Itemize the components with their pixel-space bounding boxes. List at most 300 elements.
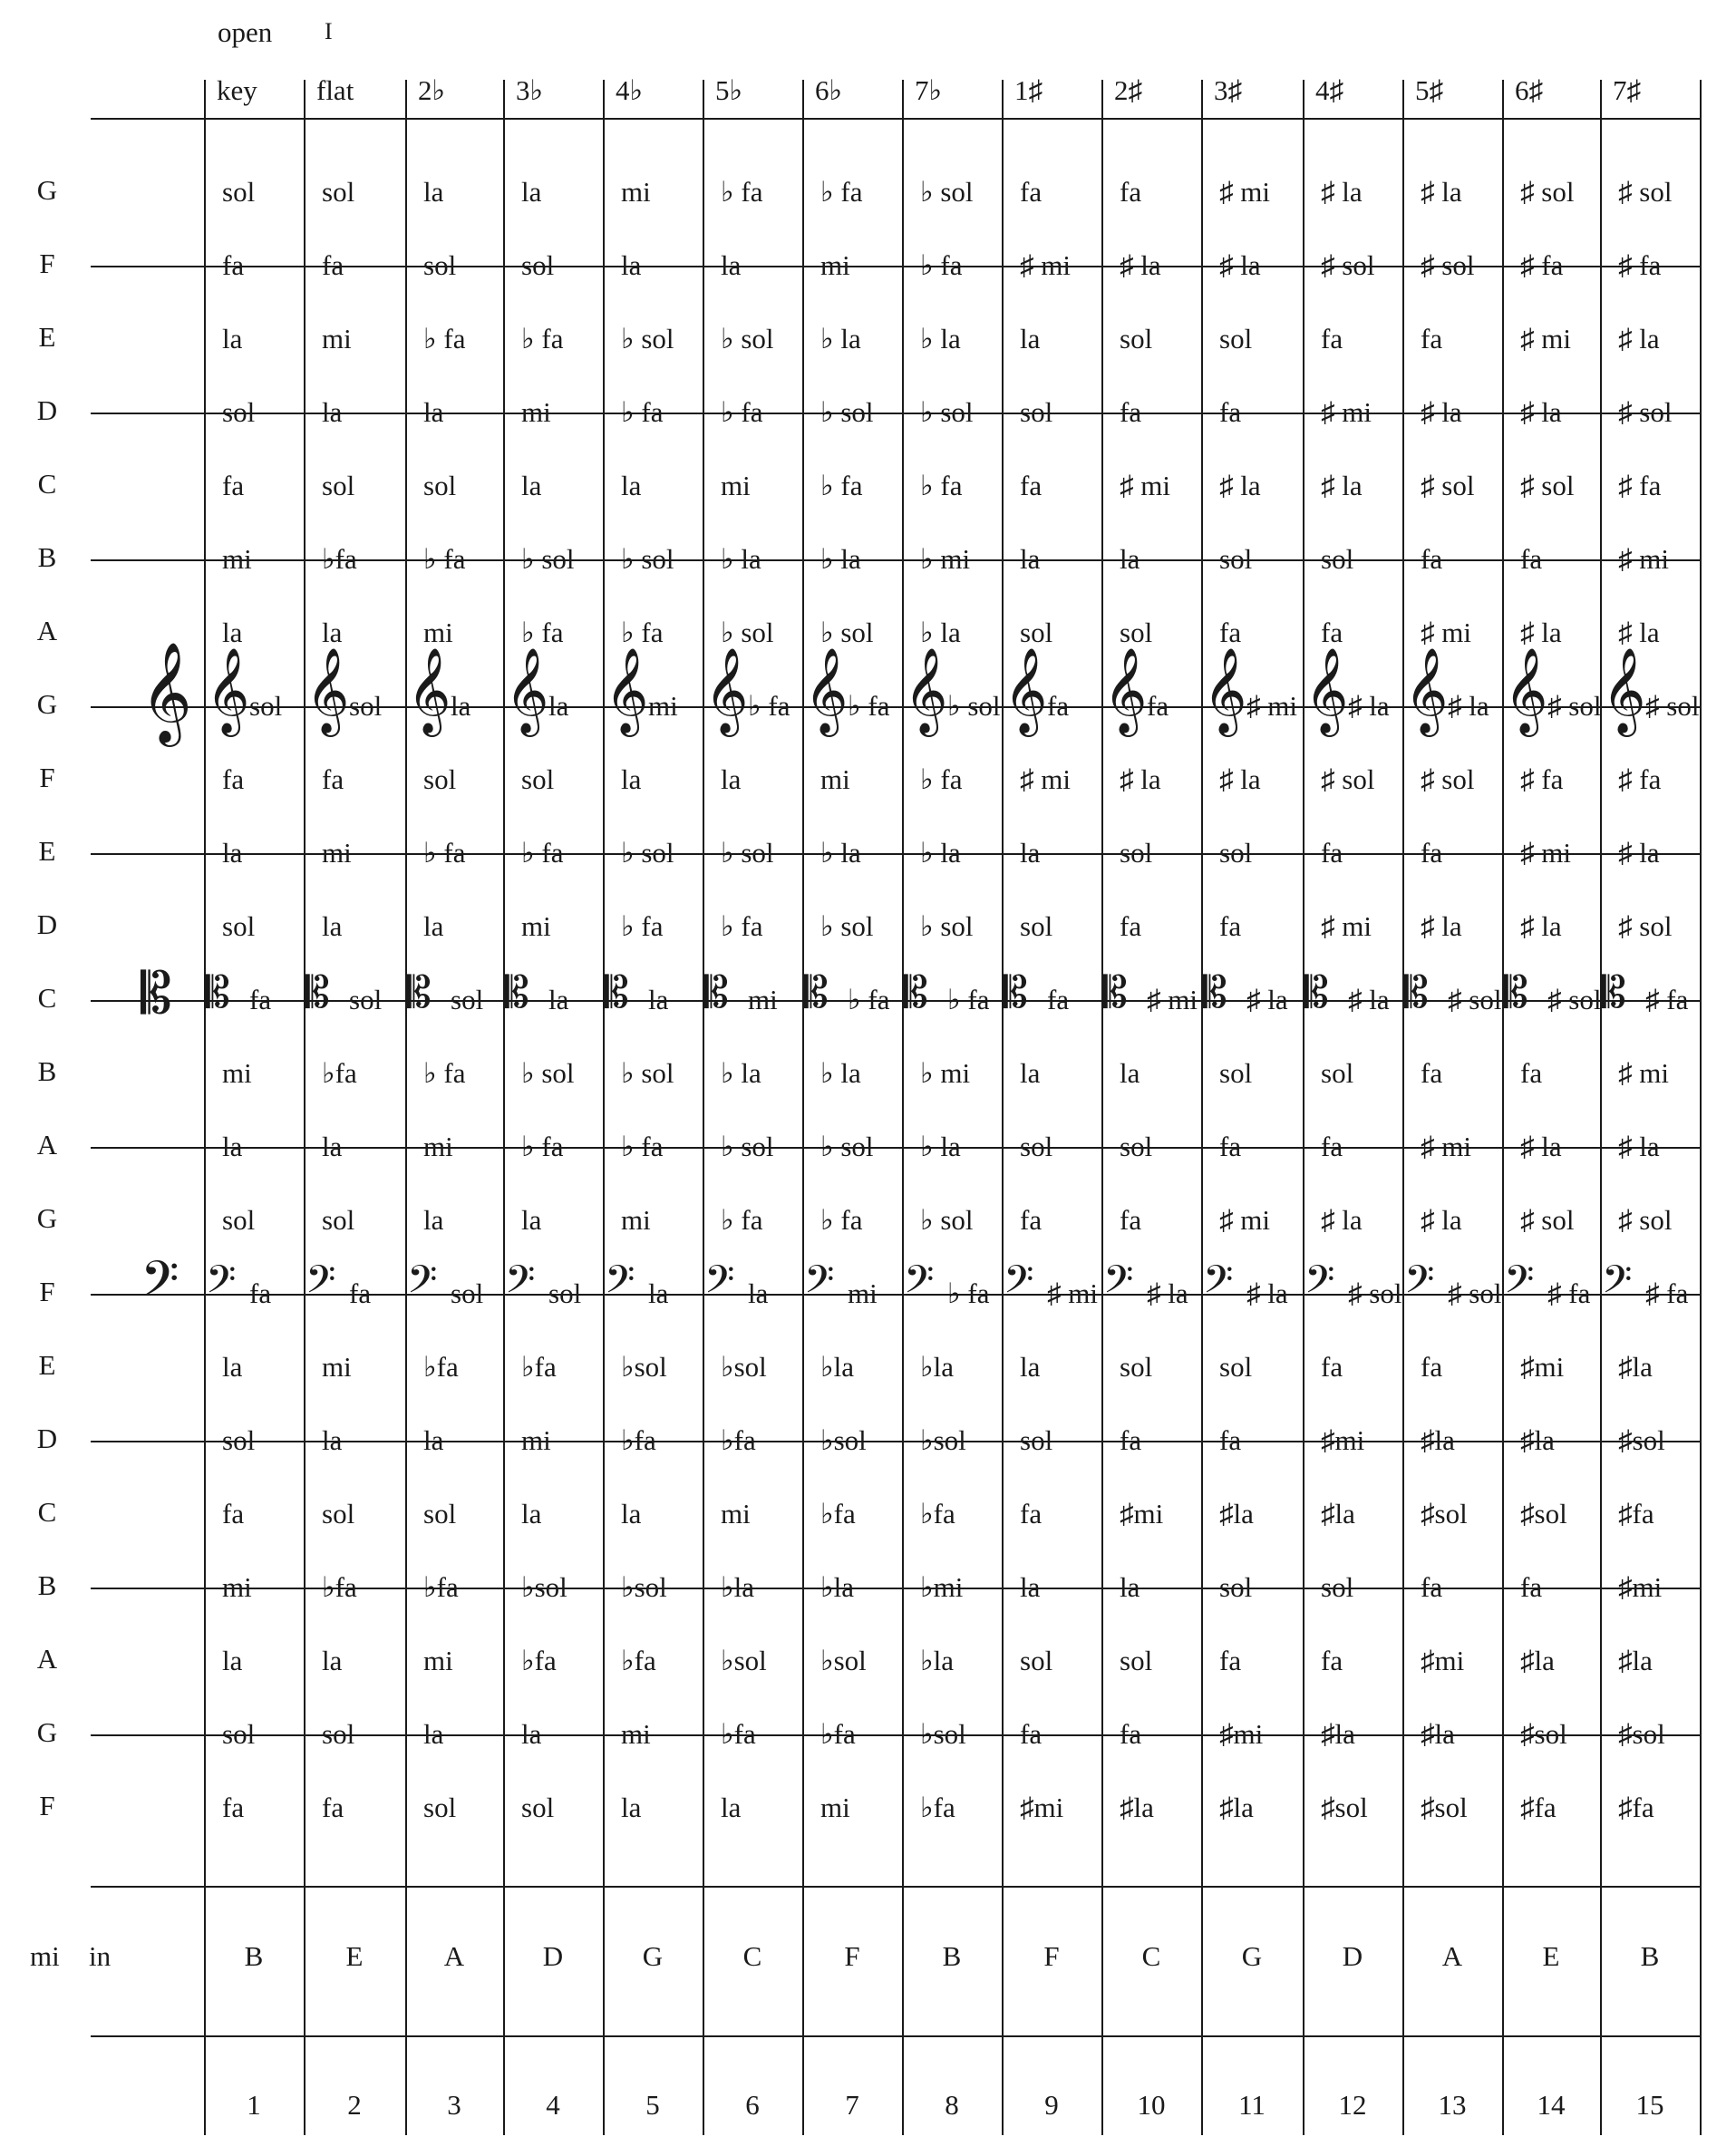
syllable-cell: ♯mi: [1618, 1571, 1663, 1603]
syllable-cell: ♭fa: [423, 1571, 459, 1603]
syllable-cell: la: [721, 763, 742, 795]
note-label: A: [36, 1129, 58, 1161]
syllable-cell: ♭ sol: [621, 543, 674, 575]
syllable-cell: ♯ mi: [1321, 910, 1372, 942]
syllable-cell: sol: [1120, 1351, 1153, 1383]
syllable-cell: ♯ la: [1219, 763, 1261, 795]
syllable-cell: ♭ fa: [721, 1204, 763, 1236]
treble-clef-icon: 𝄞: [1404, 647, 1449, 733]
syllable-cell: la: [322, 1131, 343, 1162]
syllable-cell: ♭sol: [820, 1645, 867, 1676]
syllable-cell: ♯ mi: [1219, 176, 1270, 208]
treble-clef-icon: 𝄞: [1602, 647, 1646, 733]
syllable-cell: sol: [1219, 1571, 1253, 1603]
syllable-cell: ♭sol: [621, 1351, 667, 1383]
note-label: C: [37, 1496, 57, 1528]
syllable-cell: fa: [1120, 1204, 1142, 1236]
bass-clef-icon: 𝄢: [1103, 1258, 1134, 1312]
alto-clef-icon: 𝄡: [1103, 967, 1128, 1018]
syllable-cell: fa: [1321, 837, 1343, 869]
syllable-cell: ♭sol: [820, 1424, 867, 1456]
syllable-cell: sol: [1020, 910, 1053, 942]
syllable-cell: ♯ la: [1448, 690, 1489, 722]
column-header: 2♯: [1114, 74, 1142, 106]
column-header: 5♯: [1415, 74, 1443, 106]
syllable-cell: ♭ fa: [820, 1204, 863, 1236]
syllable-cell: fa: [222, 470, 245, 501]
syllable-cell: ♯ la: [1348, 690, 1390, 722]
syllable-cell: ♯ la: [1618, 323, 1660, 354]
syllable-cell: la: [621, 1498, 642, 1530]
syllable-cell: ♯ mi: [1147, 984, 1198, 1015]
syllable-cell: sol: [1219, 543, 1253, 575]
syllable-cell: sol: [423, 763, 457, 795]
syllable-cell: la: [423, 1204, 444, 1236]
syllable-cell: fa: [1120, 910, 1142, 942]
syllable-cell: fa: [1120, 1718, 1142, 1750]
alto-clef-icon: 𝄡: [1602, 967, 1626, 1018]
syllable-cell: mi: [222, 1571, 252, 1603]
syllable-cell: mi: [820, 763, 850, 795]
syllable-cell: ♭ fa: [721, 910, 763, 942]
syllable-cell: ♭ la: [820, 323, 861, 354]
syllable-cell: la: [1020, 837, 1041, 869]
syllable-cell: ♭la: [820, 1351, 854, 1383]
mi-key-cell: B: [1640, 1940, 1660, 1972]
syllable-cell: ♯sol: [1520, 1718, 1567, 1750]
syllable-cell: mi: [621, 1204, 651, 1236]
syllable-cell: ♯ la: [1618, 617, 1660, 648]
note-label: A: [36, 1643, 58, 1675]
syllable-cell: ♭ sol: [920, 176, 974, 208]
syllable-cell: fa: [322, 1792, 344, 1823]
mi-key-cell: D: [542, 1940, 564, 1972]
treble-clef-icon: 𝄞: [704, 647, 749, 733]
alto-clef-icon: 𝄡: [141, 960, 172, 1026]
syllable-cell: mi: [322, 1351, 352, 1383]
bass-clef-icon: 𝄢: [1504, 1258, 1535, 1312]
bass-clef-icon: 𝄢: [1404, 1258, 1435, 1312]
column-divider: [1402, 80, 1404, 2135]
syllable-cell: sol: [521, 763, 555, 795]
syllable-cell: ♯ fa: [1645, 1277, 1689, 1309]
column-divider-right: [1700, 80, 1702, 2135]
syllable-cell: ♭sol: [721, 1645, 767, 1676]
note-label: C: [37, 982, 57, 1014]
syllable-cell: sol: [1120, 323, 1153, 354]
mi-key-cell: D: [1342, 1940, 1363, 1972]
syllable-cell: ♭fa: [920, 1792, 955, 1823]
syllable-cell: ♯ mi: [1520, 837, 1571, 869]
syllable-cell: sol: [1020, 396, 1053, 428]
syllable-cell: la: [1120, 1057, 1140, 1089]
note-label: F: [39, 762, 55, 793]
syllable-cell: ♯ sol: [1520, 1204, 1575, 1236]
syllable-cell: ♯ sol: [1421, 763, 1475, 795]
syllable-cell: ♭fa: [521, 1645, 557, 1676]
in-label: in: [89, 1940, 112, 1972]
syllable-cell: fa: [1120, 176, 1142, 208]
bass-clef-icon: 𝄢: [141, 1250, 179, 1320]
column-header: 7♭: [915, 74, 943, 106]
syllable-cell: fa: [1421, 837, 1443, 869]
column-header: 3♭: [516, 74, 544, 106]
bass-clef-icon: 𝄢: [206, 1258, 237, 1312]
column-header: 4♭: [616, 74, 644, 106]
syllable-cell: ♭sol: [920, 1424, 966, 1456]
syllable-cell: fa: [1321, 617, 1343, 648]
syllable-cell: la: [521, 1718, 542, 1750]
column-divider: [1101, 80, 1103, 2135]
note-label: G: [36, 1716, 58, 1748]
syllable-cell: ♯la: [1321, 1498, 1355, 1530]
syllable-cell: ♯ la: [1246, 984, 1288, 1015]
syllable-cell: sol: [222, 1424, 256, 1456]
syllable-cell: ♯mi: [1020, 1792, 1064, 1823]
syllable-cell: ♯ mi: [1020, 249, 1071, 281]
syllable-cell: la: [521, 470, 542, 501]
syllable-cell: ♯mi: [1219, 1718, 1264, 1750]
syllable-cell: mi: [820, 249, 850, 281]
syllable-cell: ♯fa: [1520, 1792, 1557, 1823]
syllable-cell: ♭ la: [920, 617, 961, 648]
syllable-cell: sol: [222, 910, 256, 942]
note-label: C: [37, 468, 57, 500]
treble-clef-icon: 𝄞: [1203, 647, 1247, 733]
mi-label: mi: [30, 1940, 60, 1972]
syllable-cell: la: [1020, 1057, 1041, 1089]
alto-clef-icon: 𝄡: [804, 967, 829, 1018]
column-number: 11: [1238, 2089, 1266, 2121]
column-number: 10: [1137, 2089, 1166, 2121]
bass-clef-icon: 𝄢: [904, 1258, 935, 1312]
syllable-cell: ♯sol: [1421, 1792, 1468, 1823]
syllable-cell: ♭ fa: [820, 470, 863, 501]
syllable-cell: mi: [521, 1424, 551, 1456]
column-header: flat: [316, 74, 354, 106]
syllable-cell: la: [423, 1718, 444, 1750]
syllable-cell: fa: [349, 1277, 372, 1309]
syllable-cell: ♯ sol: [1348, 1277, 1402, 1309]
syllable-cell: ♭ sol: [621, 837, 674, 869]
syllable-cell: sol: [451, 1277, 484, 1309]
syllable-cell: sol: [423, 249, 457, 281]
note-label: B: [37, 1569, 57, 1601]
syllable-cell: fa: [1520, 1057, 1543, 1089]
syllable-cell: la: [1020, 1571, 1041, 1603]
syllable-cell: sol: [1020, 617, 1053, 648]
syllable-cell: fa: [1020, 176, 1043, 208]
note-label: G: [36, 1202, 58, 1234]
syllable-cell: ♯la: [1618, 1351, 1653, 1383]
syllable-cell: mi: [621, 176, 651, 208]
note-label: F: [39, 1790, 55, 1821]
syllable-cell: la: [1120, 1571, 1140, 1603]
syllable-cell: ♭ sol: [521, 1057, 575, 1089]
note-label: A: [36, 615, 58, 646]
syllable-cell: sol: [423, 1498, 457, 1530]
note-label: D: [36, 1423, 58, 1454]
bass-clef-icon: 𝄢: [505, 1258, 536, 1312]
column-number: 6: [745, 2089, 760, 2121]
syllable-cell: sol: [322, 1204, 355, 1236]
syllable-cell: fa: [1120, 396, 1142, 428]
syllable-cell: ♭ fa: [920, 249, 963, 281]
syllable-cell: fa: [222, 1792, 245, 1823]
treble-clef-icon: 𝄞: [206, 647, 250, 733]
syllable-cell: la: [621, 1792, 642, 1823]
syllable-cell: la: [548, 984, 569, 1015]
syllable-cell: la: [322, 396, 343, 428]
column-divider: [503, 80, 505, 2135]
treble-clef-icon: 𝄞: [1004, 647, 1048, 733]
alto-clef-icon: 𝄡: [505, 967, 529, 1018]
syllable-cell: ♯la: [1321, 1718, 1355, 1750]
syllable-cell: sol: [322, 1718, 355, 1750]
syllable-cell: ♯ mi: [1618, 1057, 1669, 1089]
syllable-cell: fa: [1520, 543, 1543, 575]
column-divider: [703, 80, 704, 2135]
syllable-cell: fa: [1421, 543, 1443, 575]
syllable-cell: la: [222, 837, 243, 869]
syllable-cell: ♯mi: [1120, 1498, 1164, 1530]
syllable-cell: ♭ fa: [848, 984, 890, 1015]
column-header: 6♯: [1515, 74, 1543, 106]
syllable-cell: sol: [1321, 543, 1354, 575]
syllable-cell: fa: [1219, 910, 1242, 942]
syllable-cell: la: [548, 690, 569, 722]
treble-clef-icon: 𝄞: [605, 647, 649, 733]
syllable-cell: ♯sol: [1421, 1498, 1468, 1530]
column-divider: [1002, 80, 1004, 2135]
column-number: 12: [1338, 2089, 1367, 2121]
syllable-cell: la: [521, 1498, 542, 1530]
alto-clef-icon: 𝄡: [1004, 967, 1028, 1018]
column-number: 4: [546, 2089, 560, 2121]
mi-key-cell: E: [1542, 1940, 1560, 1972]
syllable-cell: ♭ sol: [920, 396, 974, 428]
bass-clef-icon: 𝄢: [1602, 1258, 1633, 1312]
syllable-cell: ♯ la: [1219, 470, 1261, 501]
syllable-cell: ♭ la: [820, 837, 861, 869]
syllable-cell: la: [721, 249, 742, 281]
syllable-cell: ♯ la: [1618, 837, 1660, 869]
column-divider: [1303, 80, 1304, 2135]
syllable-cell: sol: [1219, 1057, 1253, 1089]
syllable-cell: ♯ sol: [1448, 1277, 1502, 1309]
syllable-cell: sol: [322, 176, 355, 208]
note-label: E: [38, 835, 56, 867]
syllable-cell: ♭la: [920, 1645, 954, 1676]
syllable-cell: ♭ sol: [820, 396, 874, 428]
syllable-cell: ♯ la: [1421, 910, 1462, 942]
syllable-cell: ♯ mi: [1421, 1131, 1471, 1162]
syllable-cell: ♭ fa: [521, 617, 564, 648]
syllable-cell: sol: [322, 1498, 355, 1530]
syllable-cell: ♯ la: [1120, 249, 1161, 281]
column-number: 13: [1438, 2089, 1467, 2121]
syllable-cell: ♭fa: [721, 1424, 756, 1456]
syllable-cell: fa: [1421, 1571, 1443, 1603]
syllable-cell: la: [648, 1277, 669, 1309]
syllable-cell: ♭ sol: [947, 690, 1001, 722]
column-header: 3♯: [1214, 74, 1242, 106]
syllable-cell: la: [521, 1204, 542, 1236]
syllable-cell: fa: [322, 249, 344, 281]
syllable-cell: sol: [222, 176, 256, 208]
syllable-cell: fa: [1020, 1718, 1043, 1750]
syllable-cell: ♯ sol: [1547, 984, 1602, 1015]
syllable-cell: fa: [249, 1277, 272, 1309]
syllable-cell: ♭ fa: [521, 323, 564, 354]
syllable-cell: ♭la: [820, 1571, 854, 1603]
note-label: D: [36, 394, 58, 426]
syllable-cell: ♯ la: [1321, 1204, 1363, 1236]
note-label: B: [37, 541, 57, 573]
syllable-cell: mi: [423, 1645, 453, 1676]
column-number: 14: [1537, 2089, 1566, 2121]
bass-clef-icon: 𝄢: [804, 1258, 835, 1312]
syllable-cell: ♭ fa: [423, 543, 466, 575]
syllable-cell: ♭fa: [820, 1718, 856, 1750]
mi-key-cell: A: [443, 1940, 465, 1972]
alto-clef-icon: 𝄡: [605, 967, 629, 1018]
syllable-cell: ♭ sol: [920, 910, 974, 942]
mi-key-cell: C: [742, 1940, 762, 1972]
syllable-cell: sol: [322, 470, 355, 501]
alto-clef-icon: 𝄡: [904, 967, 928, 1018]
bass-clef-icon: 𝄢: [407, 1258, 438, 1312]
syllable-cell: sol: [1321, 1571, 1354, 1603]
syllable-cell: ♭ fa: [521, 837, 564, 869]
syllable-cell: ♯ sol: [1421, 470, 1475, 501]
syllable-cell: ♭fa: [322, 543, 357, 575]
syllable-cell: mi: [521, 396, 551, 428]
column-header: 1♯: [1014, 74, 1043, 106]
syllable-cell: fa: [1020, 1204, 1043, 1236]
syllable-cell: ♯ sol: [1618, 1204, 1673, 1236]
alto-clef-icon: 𝄡: [1504, 967, 1528, 1018]
column-divider: [902, 80, 904, 2135]
syllable-cell: mi: [423, 1131, 453, 1162]
note-label: B: [37, 1055, 57, 1087]
syllable-cell: ♭fa: [322, 1057, 357, 1089]
syllable-cell: ♭ fa: [848, 690, 890, 722]
note-label: D: [36, 908, 58, 940]
syllable-cell: fa: [1421, 323, 1443, 354]
alto-clef-icon: 𝄡: [206, 967, 230, 1018]
syllable-cell: ♯ la: [1421, 176, 1462, 208]
syllable-cell: la: [621, 249, 642, 281]
treble-clef-icon: 𝄞: [505, 647, 549, 733]
syllable-cell: ♯la: [1520, 1645, 1555, 1676]
syllable-cell: fa: [1321, 1351, 1343, 1383]
syllable-cell: la: [748, 1277, 769, 1309]
syllable-cell: la: [423, 396, 444, 428]
syllable-cell: la: [621, 470, 642, 501]
column-number: 2: [347, 2089, 362, 2121]
treble-clef-icon: 𝄞: [1304, 647, 1349, 733]
syllable-cell: ♯mi: [1421, 1645, 1465, 1676]
syllable-cell: sol: [1020, 1645, 1053, 1676]
column-header: 4♯: [1315, 74, 1343, 106]
syllable-cell: fa: [1147, 690, 1169, 722]
column-number: 9: [1044, 2089, 1059, 2121]
syllable-cell: ♯sol: [1520, 1498, 1567, 1530]
column-header: 6♭: [815, 74, 843, 106]
column-header: key: [217, 74, 257, 106]
syllable-cell: la: [222, 1645, 243, 1676]
column-divider: [1201, 80, 1203, 2135]
syllable-cell: ♭ sol: [621, 323, 674, 354]
column-header: 7♯: [1613, 74, 1641, 106]
syllable-cell: mi: [222, 1057, 252, 1089]
syllable-cell: ♯ mi: [1219, 1204, 1270, 1236]
syllable-cell: ♭ mi: [920, 543, 971, 575]
note-label: E: [38, 321, 56, 353]
syllable-cell: sol: [1120, 1131, 1153, 1162]
syllable-cell: ♭ sol: [820, 910, 874, 942]
syllable-cell: ♭ sol: [521, 543, 575, 575]
syllable-cell: mi: [820, 1792, 850, 1823]
syllable-cell: ♭ fa: [748, 690, 790, 722]
syllable-cell: sol: [423, 1792, 457, 1823]
bass-clef-icon: 𝄢: [605, 1258, 635, 1312]
syllable-cell: mi: [648, 690, 678, 722]
bass-clef-icon: 𝄢: [1004, 1258, 1034, 1312]
syllable-cell: ♯ mi: [1618, 543, 1669, 575]
syllable-cell: fa: [1421, 1057, 1443, 1089]
mi-key-cell: B: [244, 1940, 264, 1972]
syllable-cell: ♭ sol: [721, 837, 774, 869]
mi-key-cell: G: [642, 1940, 664, 1972]
syllable-cell: ♭ fa: [423, 1057, 466, 1089]
syllable-cell: sol: [1120, 1645, 1153, 1676]
syllable-cell: sol: [349, 690, 383, 722]
syllable-cell: mi: [721, 470, 751, 501]
treble-clef-icon: 𝄞: [1504, 647, 1548, 733]
syllable-cell: fa: [1321, 323, 1343, 354]
syllable-cell: ♭ la: [920, 1131, 961, 1162]
syllable-cell: la: [322, 910, 343, 942]
syllable-cell: ♯ fa: [1645, 984, 1689, 1015]
syllable-cell: ♭ la: [820, 1057, 861, 1089]
syllable-cell: fa: [322, 763, 344, 795]
syllable-cell: ♯ sol: [1645, 690, 1700, 722]
syllable-cell: ♯mi: [1520, 1351, 1565, 1383]
syllable-cell: sol: [1219, 837, 1253, 869]
syllable-cell: ♯ sol: [1321, 249, 1375, 281]
syllable-cell: ♭ fa: [423, 837, 466, 869]
treble-clef-icon: 𝄞: [804, 647, 849, 733]
syllable-cell: ♯ sol: [1618, 176, 1673, 208]
syllable-cell: mi: [621, 1718, 651, 1750]
syllable-cell: fa: [1047, 984, 1070, 1015]
syllable-cell: ♯ la: [1348, 984, 1390, 1015]
bass-clef-icon: 𝄢: [1304, 1258, 1335, 1312]
syllable-cell: ♯ sol: [1421, 249, 1475, 281]
syllable-cell: fa: [1321, 1645, 1343, 1676]
alto-clef-icon: 𝄡: [1203, 967, 1227, 1018]
syllable-cell: ♭ sol: [920, 1204, 974, 1236]
syllable-cell: ♭sol: [721, 1351, 767, 1383]
mi-key-cell: F: [844, 1940, 860, 1972]
syllable-cell: ♯la: [1520, 1424, 1555, 1456]
syllable-cell: la: [621, 763, 642, 795]
syllable-cell: fa: [1120, 1424, 1142, 1456]
syllable-cell: ♯ la: [1120, 763, 1161, 795]
syllable-cell: la: [222, 1131, 243, 1162]
